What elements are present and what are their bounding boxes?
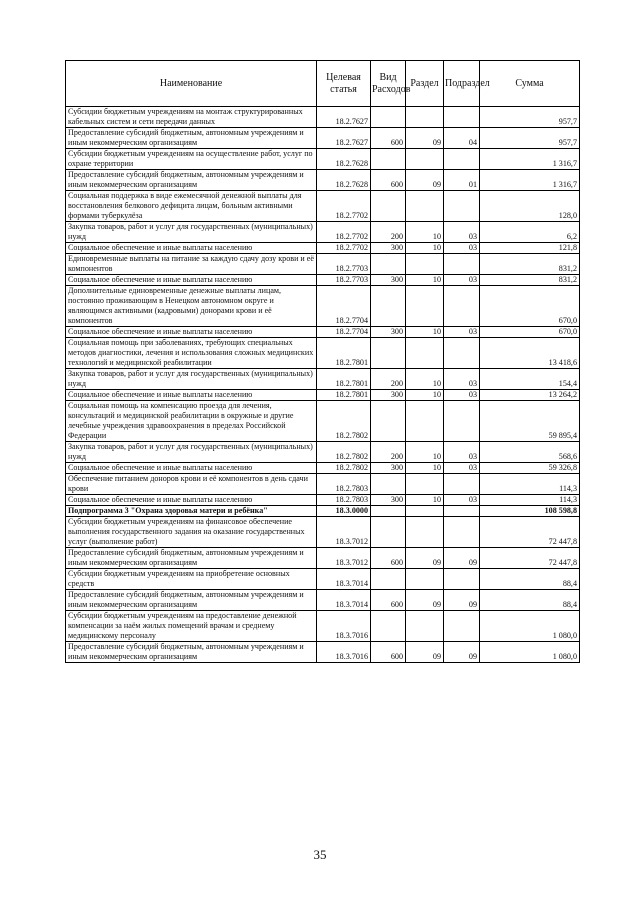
table-row	[66, 254, 580, 275]
cell-subsection	[444, 611, 480, 642]
budget-table	[65, 60, 580, 663]
cell-name: Социальная помощь при заболеваниях, требующих специальных методов диагностики, лечения и использования сложных медицинских технологий и медицинской реабилитации	[66, 338, 317, 369]
budget-table-page	[65, 60, 579, 663]
cell-section: 10	[406, 495, 444, 506]
table-row	[66, 327, 580, 338]
cell-article: 18.3.7012	[317, 548, 371, 569]
cell-sum: 1 080,0	[480, 611, 580, 642]
cell-sum: 1 316,7	[480, 149, 580, 170]
cell-name: Субсидии бюджетным учреждениям на финансовое обеспечение выполнения государственного задания на оказание государственных услуг (выполнение работ)	[66, 517, 317, 548]
cell-subsection: 03	[444, 495, 480, 506]
cell-name: Предоставление субсидий бюджетным, автономным учреждениям и иным некоммерческим организациям	[66, 128, 317, 149]
table-row	[66, 128, 580, 149]
cell-section: 09	[406, 548, 444, 569]
cell-sum: 568,6	[480, 442, 580, 463]
cell-section: 10	[406, 442, 444, 463]
cell-article: 18.3.7016	[317, 642, 371, 663]
table-row	[66, 506, 580, 517]
cell-name: Социальное обеспечение и иные выплаты населению	[66, 275, 317, 286]
cell-sum: 128,0	[480, 191, 580, 222]
cell-sum: 831,2	[480, 254, 580, 275]
cell-name: Обеспечение питанием доноров крови и её компонентов в день сдачи крови	[66, 474, 317, 495]
cell-expense-type: 600	[371, 170, 406, 191]
cell-sum: 957,7	[480, 128, 580, 149]
table-row	[66, 390, 580, 401]
cell-article: 18.2.7703	[317, 254, 371, 275]
table-row	[66, 107, 580, 128]
cell-expense-type	[371, 254, 406, 275]
cell-name: Социальное обеспечение и иные выплаты населению	[66, 463, 317, 474]
cell-name: Закупка товаров, работ и услуг для государственных (муниципальных) нужд	[66, 222, 317, 243]
cell-article: 18.2.7704	[317, 327, 371, 338]
cell-section	[406, 401, 444, 442]
cell-article: 18.2.7627	[317, 107, 371, 128]
cell-sum: 670,0	[480, 286, 580, 327]
cell-subsection: 03	[444, 275, 480, 286]
cell-article: 18.2.7702	[317, 243, 371, 254]
table-row	[66, 222, 580, 243]
cell-article: 18.2.7703	[317, 275, 371, 286]
cell-sum: 957,7	[480, 107, 580, 128]
cell-article: 18.3.7014	[317, 569, 371, 590]
cell-sum: 108 598,8	[480, 506, 580, 517]
cell-section: 09	[406, 170, 444, 191]
cell-expense-type	[371, 474, 406, 495]
cell-name: Предоставление субсидий бюджетным, автономным учреждениям и иным некоммерческим организациям	[66, 590, 317, 611]
cell-sum: 59 326,8	[480, 463, 580, 474]
cell-name: Предоставление субсидий бюджетным, автономным учреждениям и иным некоммерческим организациям	[66, 170, 317, 191]
cell-sum: 6,2	[480, 222, 580, 243]
cell-subsection: 09	[444, 590, 480, 611]
cell-article: 18.3.7016	[317, 611, 371, 642]
cell-expense-type	[371, 149, 406, 170]
cell-expense-type	[371, 517, 406, 548]
table-row	[66, 243, 580, 254]
cell-expense-type: 600	[371, 548, 406, 569]
header-section: Раздел	[406, 61, 444, 107]
cell-section	[406, 506, 444, 517]
cell-name: Социальное обеспечение и иные выплаты населению	[66, 495, 317, 506]
cell-name: Субсидии бюджетным учреждениям на осуществление работ, услуг по охране территории	[66, 149, 317, 170]
cell-name: Субсидии бюджетным учреждениям на предоставление денежной компенсации за наём жилых помещений врачам и среднему медицинскому персоналу	[66, 611, 317, 642]
table-row	[66, 191, 580, 222]
table-row	[66, 474, 580, 495]
cell-expense-type: 300	[371, 495, 406, 506]
cell-article: 18.2.7702	[317, 191, 371, 222]
cell-expense-type: 300	[371, 463, 406, 474]
cell-name: Социальная помощь на компенсацию проезда для лечения, консультаций и медицинской реабилитации в окружные и другие лечебные учреждения здравоохранения в пределах Российской Федерации	[66, 401, 317, 442]
cell-section	[406, 254, 444, 275]
header-sum: Сумма	[480, 61, 580, 107]
cell-name: Подпрограмма 3 "Охрана здоровья матери и ребёнка"	[66, 506, 317, 517]
cell-subsection: 03	[444, 369, 480, 390]
cell-expense-type	[371, 569, 406, 590]
cell-section	[406, 107, 444, 128]
table-row	[66, 642, 580, 663]
cell-expense-type: 200	[371, 369, 406, 390]
cell-article: 18.2.7801	[317, 390, 371, 401]
table-row	[66, 442, 580, 463]
cell-sum: 831,2	[480, 275, 580, 286]
cell-subsection: 01	[444, 170, 480, 191]
cell-subsection	[444, 569, 480, 590]
cell-section	[406, 149, 444, 170]
cell-article: 18.2.7802	[317, 401, 371, 442]
cell-subsection: 04	[444, 128, 480, 149]
page-number: 35	[313, 847, 327, 862]
cell-subsection	[444, 149, 480, 170]
table-row	[66, 338, 580, 369]
cell-subsection	[444, 401, 480, 442]
table-row	[66, 517, 580, 548]
cell-name: Дополнительные единовременные денежные выплаты лицам, постоянно проживающим в Ненецком автономном округе и являющимся активными (кадровыми) донорами крови и её компонентов	[66, 286, 317, 327]
table-row	[66, 495, 580, 506]
cell-expense-type: 300	[371, 243, 406, 254]
table-body	[66, 107, 580, 663]
cell-sum: 13 418,6	[480, 338, 580, 369]
cell-sum: 72 447,8	[480, 548, 580, 569]
cell-expense-type: 600	[371, 128, 406, 149]
cell-subsection	[444, 506, 480, 517]
cell-section	[406, 191, 444, 222]
table-header-row	[66, 61, 580, 107]
cell-subsection	[444, 338, 480, 369]
cell-expense-type	[371, 506, 406, 517]
table-row	[66, 275, 580, 286]
table-row	[66, 590, 580, 611]
cell-section: 10	[406, 390, 444, 401]
cell-section	[406, 517, 444, 548]
cell-sum: 59 895,4	[480, 401, 580, 442]
cell-name: Единовременные выплаты на питание за каждую сдачу дозу крови и её компонентов	[66, 254, 317, 275]
cell-name: Субсидии бюджетным учреждениям на приобретение основных средств	[66, 569, 317, 590]
cell-subsection	[444, 254, 480, 275]
cell-subsection: 03	[444, 243, 480, 254]
cell-article: 18.2.7628	[317, 170, 371, 191]
cell-name: Субсидии бюджетным учреждениям на монтаж структурированных кабельных систем и сети передачи данных	[66, 107, 317, 128]
table-row	[66, 286, 580, 327]
cell-name: Закупка товаров, работ и услуг для государственных (муниципальных) нужд	[66, 369, 317, 390]
table-row	[66, 611, 580, 642]
cell-expense-type	[371, 338, 406, 369]
cell-name: Закупка товаров, работ и услуг для государственных (муниципальных) нужд	[66, 442, 317, 463]
cell-subsection	[444, 286, 480, 327]
cell-expense-type: 600	[371, 590, 406, 611]
table-row	[66, 401, 580, 442]
table-row	[66, 149, 580, 170]
cell-sum: 13 264,2	[480, 390, 580, 401]
cell-subsection: 03	[444, 390, 480, 401]
cell-section	[406, 338, 444, 369]
cell-subsection	[444, 191, 480, 222]
cell-expense-type: 300	[371, 390, 406, 401]
cell-subsection: 03	[444, 442, 480, 463]
cell-section	[406, 611, 444, 642]
cell-subsection	[444, 474, 480, 495]
cell-article: 18.3.7014	[317, 590, 371, 611]
cell-article: 18.2.7628	[317, 149, 371, 170]
cell-article: 18.2.7802	[317, 442, 371, 463]
cell-expense-type: 200	[371, 442, 406, 463]
cell-name: Предоставление субсидий бюджетным, автономным учреждениям и иным некоммерческим организациям	[66, 548, 317, 569]
cell-expense-type	[371, 107, 406, 128]
cell-section: 10	[406, 369, 444, 390]
cell-sum: 72 447,8	[480, 517, 580, 548]
cell-sum: 114,3	[480, 495, 580, 506]
cell-name: Социальное обеспечение и иные выплаты населению	[66, 390, 317, 401]
cell-sum: 121,8	[480, 243, 580, 254]
cell-name: Социальное обеспечение и иные выплаты населению	[66, 243, 317, 254]
cell-sum: 1 080,0	[480, 642, 580, 663]
cell-article: 18.2.7627	[317, 128, 371, 149]
cell-section	[406, 474, 444, 495]
cell-expense-type: 200	[371, 222, 406, 243]
cell-subsection: 03	[444, 463, 480, 474]
cell-subsection	[444, 517, 480, 548]
header-article: Целевая статья	[317, 61, 371, 107]
cell-section: 09	[406, 128, 444, 149]
header-subsection: Подраздел	[444, 61, 480, 107]
cell-sum: 670,0	[480, 327, 580, 338]
cell-article: 18.2.7803	[317, 474, 371, 495]
cell-section: 09	[406, 590, 444, 611]
cell-section	[406, 286, 444, 327]
cell-article: 18.2.7801	[317, 338, 371, 369]
cell-section: 09	[406, 642, 444, 663]
table-row	[66, 548, 580, 569]
cell-article: 18.3.7012	[317, 517, 371, 548]
cell-article: 18.2.7803	[317, 495, 371, 506]
cell-article: 18.2.7801	[317, 369, 371, 390]
cell-section: 10	[406, 243, 444, 254]
cell-expense-type	[371, 191, 406, 222]
cell-section: 10	[406, 463, 444, 474]
cell-expense-type	[371, 286, 406, 327]
cell-subsection: 09	[444, 548, 480, 569]
header-expense-type: Вид Расходов	[371, 61, 406, 107]
table-row	[66, 463, 580, 474]
cell-section	[406, 569, 444, 590]
cell-sum: 114,3	[480, 474, 580, 495]
cell-section: 10	[406, 222, 444, 243]
cell-sum: 154,4	[480, 369, 580, 390]
cell-subsection	[444, 107, 480, 128]
cell-expense-type	[371, 401, 406, 442]
cell-section: 10	[406, 275, 444, 286]
table-row	[66, 369, 580, 390]
cell-expense-type: 300	[371, 327, 406, 338]
cell-sum: 88,4	[480, 590, 580, 611]
table-row	[66, 170, 580, 191]
cell-expense-type	[371, 611, 406, 642]
cell-section: 10	[406, 327, 444, 338]
cell-subsection: 03	[444, 327, 480, 338]
cell-expense-type: 600	[371, 642, 406, 663]
cell-article: 18.2.7704	[317, 286, 371, 327]
cell-name: Социальное обеспечение и иные выплаты населению	[66, 327, 317, 338]
header-name: Наименование	[66, 61, 317, 107]
cell-article: 18.2.7702	[317, 222, 371, 243]
cell-name: Предоставление субсидий бюджетным, автономным учреждениям и иным некоммерческим организациям	[66, 642, 317, 663]
table-row	[66, 569, 580, 590]
cell-subsection: 09	[444, 642, 480, 663]
cell-name: Социальная поддержка в виде ежемесячной денежной выплаты для восстановления белкового дефицита лицам, больным активными формами туберкулёза	[66, 191, 317, 222]
cell-sum: 88,4	[480, 569, 580, 590]
cell-subsection: 03	[444, 222, 480, 243]
cell-sum: 1 316,7	[480, 170, 580, 191]
cell-article: 18.2.7802	[317, 463, 371, 474]
cell-article: 18.3.0000	[317, 506, 371, 517]
cell-expense-type: 300	[371, 275, 406, 286]
